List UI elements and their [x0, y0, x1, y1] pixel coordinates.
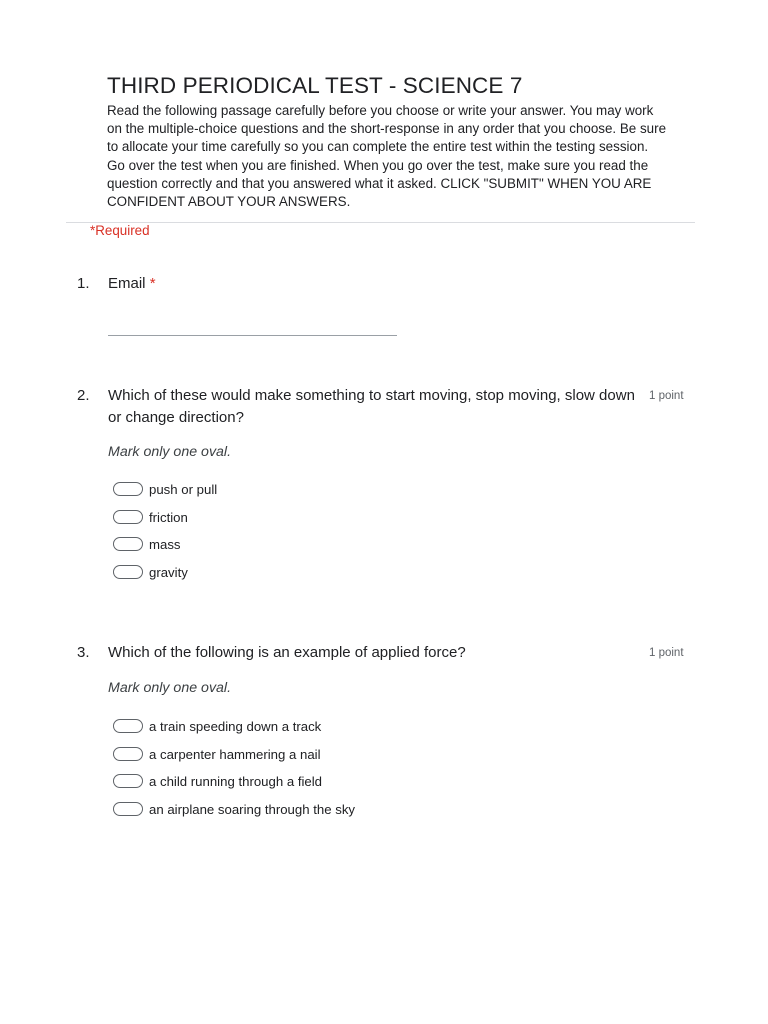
option-label: a carpenter hammering a nail — [149, 746, 321, 762]
form-description: Read the following passage carefully before you choose or write your answer. You may work on the multiple-choice questions and the short-response in any order that you choose. Be sure to allocate your time carefully so you can complete the entire test within the testing session. Go over the test when you are finished. When you go over the test, make sure you read the question correctly and that you answered what it asked. CLICK "SUBMIT" WHEN YOU ARE CONFIDENT ABOUT YOUR ANSWERS. — [107, 103, 667, 210]
question-title: Which of these would make something to start moving, stop moving, slow down or change direction? — [108, 387, 635, 426]
radio-oval[interactable] — [113, 510, 143, 524]
option-label: a train speeding down a track — [149, 719, 322, 734]
radio-oval[interactable] — [113, 565, 143, 579]
option-label: friction — [149, 509, 188, 525]
question-title: Which of the following is an example of applied force? — [108, 644, 466, 661]
points-label: 1 point — [649, 647, 684, 659]
question-title-text: Email — [108, 275, 146, 292]
radio-oval[interactable] — [113, 802, 143, 816]
radio-oval[interactable] — [113, 719, 143, 733]
question-instruction: Mark only one oval. — [108, 680, 232, 696]
question-number: 1. — [77, 275, 90, 292]
question-instruction: Mark only one oval. — [108, 444, 232, 460]
option-label: gravity — [149, 564, 188, 580]
required-star: * — [149, 275, 156, 292]
header-divider — [66, 222, 695, 223]
email-field[interactable] — [108, 335, 397, 336]
option-label: an airplane soaring through the sky — [149, 801, 356, 817]
points-label: 1 point — [649, 390, 684, 402]
radio-oval[interactable] — [113, 537, 143, 551]
option-label: push or pull — [149, 482, 218, 497]
question-number: 3. — [77, 644, 90, 661]
option-label: mass — [149, 537, 181, 552]
option-label: a child running through a field — [149, 774, 323, 789]
form-title: THIRD PERIODICAL TEST - SCIENCE 7 — [107, 73, 523, 98]
required-note: *Required — [90, 223, 150, 238]
question-number: 2. — [77, 387, 90, 404]
question-title — [108, 273, 638, 295]
radio-oval[interactable] — [113, 747, 143, 761]
radio-oval[interactable] — [113, 482, 143, 496]
radio-oval[interactable] — [113, 774, 143, 788]
